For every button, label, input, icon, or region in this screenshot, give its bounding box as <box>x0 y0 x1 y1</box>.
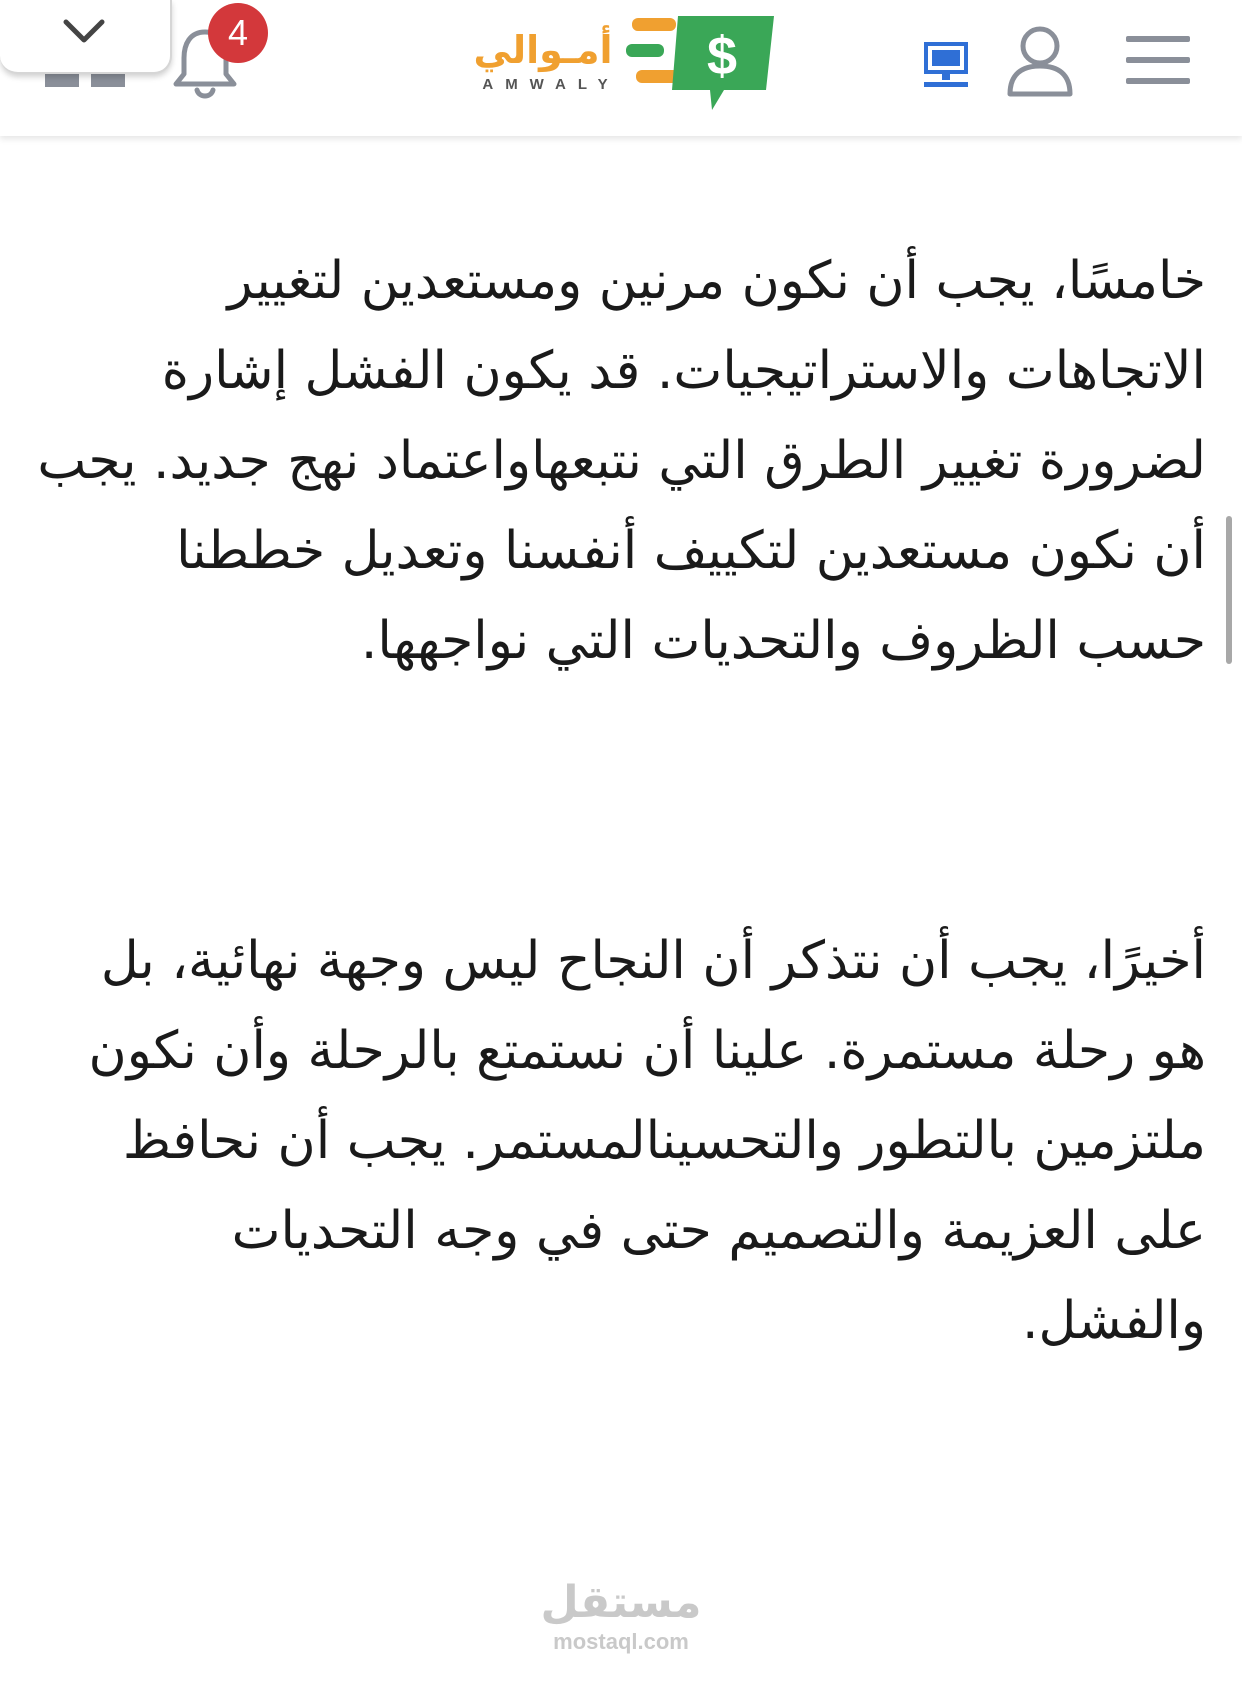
article-paragraph: خامسًا، يجب أن نكون مرنين ومستعدين لتغيير الاتجاهات والاستراتيجيات. قد يكون الفشل إشارة لضرورة تغيير الطرق التي نتبعهاواعتماد نهج جديد. يجب أن نكون مستعدين لتكييف أنفسنا وتعديل خططنا حسب الظروف والتحديات التي نواجهها. <box>37 251 1206 671</box>
article-body <box>36 236 1206 1366</box>
watermark-arabic-text: مستقل <box>540 1577 702 1628</box>
watermark-domain-text: mostaql.com <box>553 1629 689 1654</box>
top-header <box>0 0 1242 136</box>
chevron-down-icon <box>60 14 108 48</box>
logo-latin-text: AMWALY <box>482 76 620 93</box>
amwaly-logo[interactable] <box>458 10 778 114</box>
logo-dollar-sign: $ <box>706 26 738 86</box>
logo-text: أمـوالي <box>473 28 613 72</box>
mostaql-watermark <box>521 1576 721 1654</box>
scrollbar-thumb[interactable] <box>1226 516 1232 664</box>
user-icon[interactable] <box>1004 24 1076 100</box>
notification-count-badge: 4 <box>208 3 268 63</box>
desktop-icon[interactable] <box>918 40 974 92</box>
logo-mark-icon <box>626 10 776 114</box>
hamburger-menu-icon[interactable] <box>1124 34 1192 88</box>
collapse-tab[interactable] <box>0 0 172 74</box>
article-paragraph: أخيرًا، يجب أن نتذكر أن النجاح ليس وجهة نهائية، بل هو رحلة مستمرة. علينا أن نستمتع بالرحلة وأن نكون ملتزمين بالتطور والتحسينالمستمر. يجب أن نحافظ على العزيمة والتصميم حتى في وجه التحديات والفشل. <box>88 931 1206 1351</box>
